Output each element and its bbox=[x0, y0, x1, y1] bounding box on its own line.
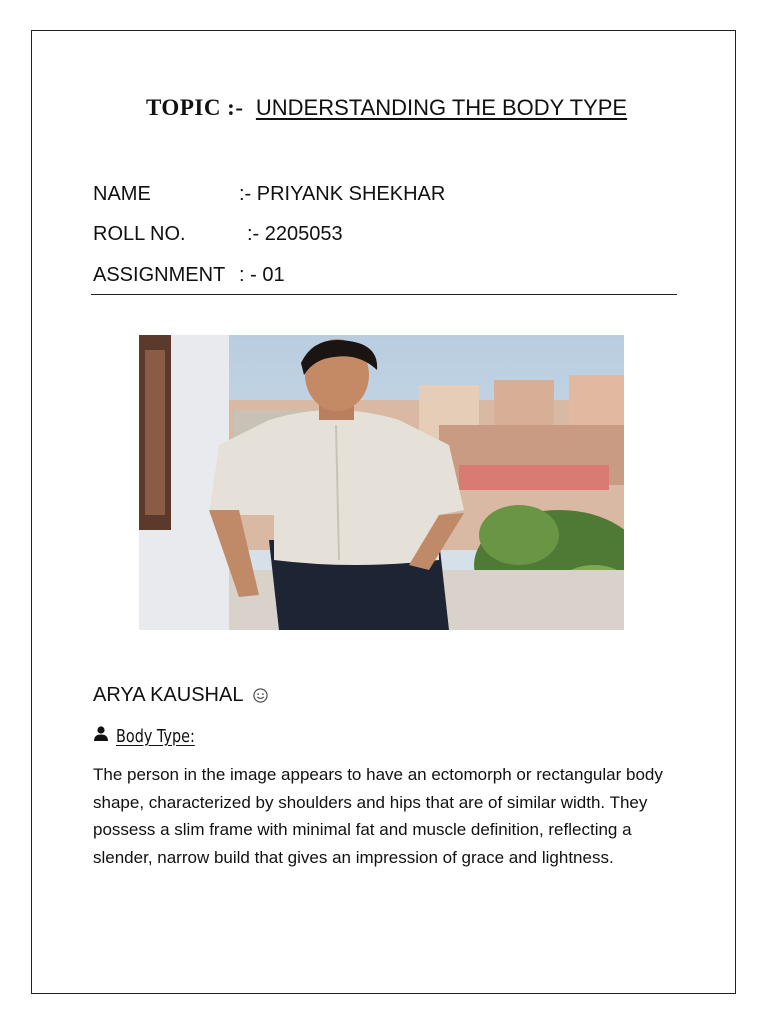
author-name: ARYA KAUSHAL bbox=[93, 684, 243, 706]
name-row bbox=[93, 182, 446, 206]
assignment-label: ASSIGNMENT bbox=[93, 264, 226, 286]
page-title bbox=[146, 92, 627, 123]
roll-row bbox=[93, 222, 343, 246]
roll-value: :- 2205053 bbox=[247, 223, 343, 245]
person-icon bbox=[93, 724, 109, 750]
body-type-paragraph: The person in the image appears to have an ectomorph or rectangular body shape, characterized by shoulders and hips that are of similar width. They possess a slim frame with minimal fat and muscle definition, reflecting a slender, narrow build that gives an impression of grace and lightness. bbox=[93, 765, 663, 867]
name-label: NAME bbox=[93, 183, 151, 205]
section-heading bbox=[93, 724, 215, 751]
portrait-photo bbox=[139, 335, 624, 630]
body-type-heading: Body Type: bbox=[116, 726, 196, 747]
assignment-row bbox=[93, 263, 285, 287]
author-line bbox=[93, 683, 268, 709]
topic-text: UNDERSTANDING THE BODY TYPE bbox=[255, 95, 628, 120]
assignment-value: : - 01 bbox=[239, 264, 285, 286]
smiley-icon bbox=[253, 685, 268, 709]
divider bbox=[91, 294, 677, 295]
roll-label: ROLL NO. bbox=[93, 223, 186, 245]
topic-label: TOPIC :- bbox=[146, 95, 244, 120]
name-value: :- PRIYANK SHEKHAR bbox=[239, 183, 446, 205]
